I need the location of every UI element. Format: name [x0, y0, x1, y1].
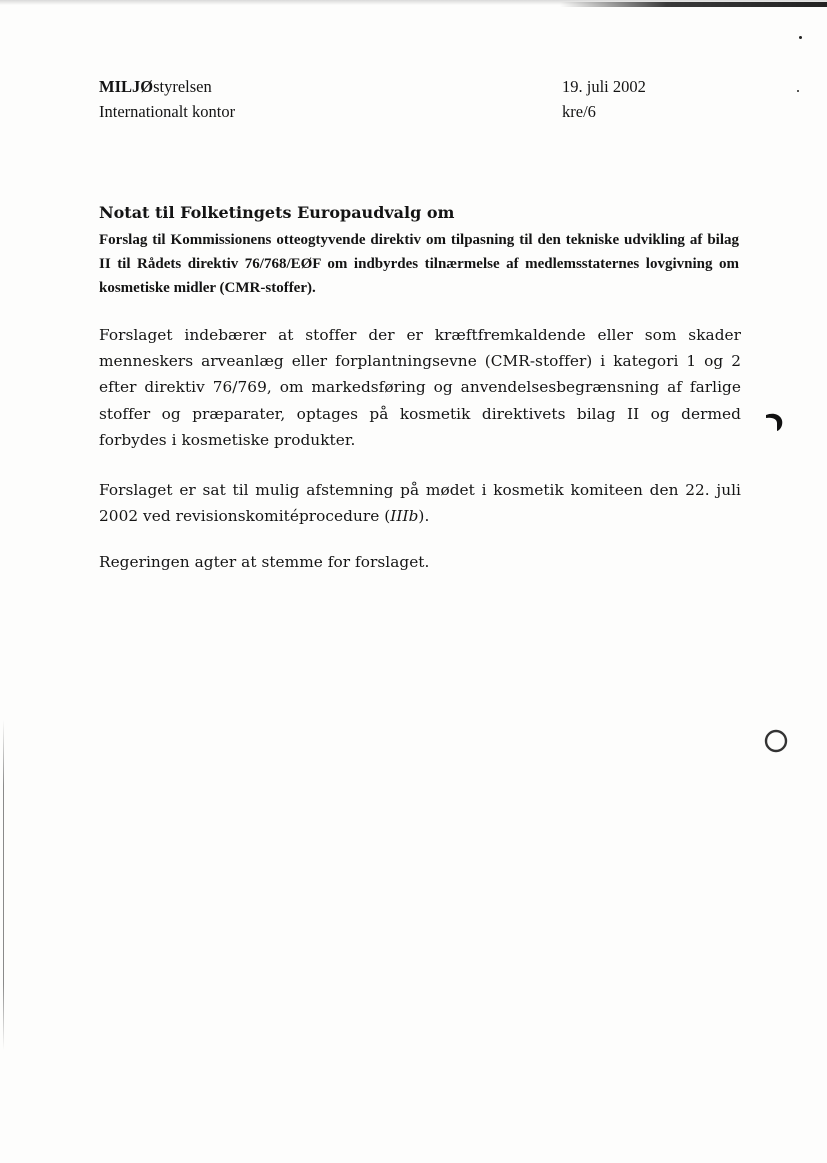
document-date: 19. juli 2002: [562, 77, 646, 96]
agency-name-rest: styrelsen: [153, 77, 212, 96]
vote-schedule-text: Forslaget er sat til mulig afstemning på mødet i kosmetik komiteen den 22. juli 2002 ved revisionskomitéprocedure (: [99, 481, 741, 526]
punch-hole-partial-icon: [762, 409, 788, 435]
punch-hole-icon: [762, 727, 790, 755]
reference-code: kre/6: [562, 102, 596, 121]
department: Internationalt kontor: [99, 102, 236, 121]
procedure-code: IIIb: [390, 507, 419, 526]
paragraph-government-position: Regeringen agter at stemme for forslaget.: [99, 553, 430, 571]
scan-speck: [797, 90, 799, 92]
date-reference-block: [562, 74, 646, 124]
proposal-title: Forslag til Kommissionens otteogtyvende direktiv om tilpasning til den tekniske udvikling af bilag II til Rådets direktiv 76/768/EØF om indbyrdes tilnærmelse af medlemsstaternes lovgivning om kosmetiske midler (CMR-stoffer).: [99, 232, 739, 296]
scan-speck: [799, 36, 802, 39]
agency-name-strong: MILJØ: [99, 77, 154, 96]
vote-schedule-end: ).: [418, 507, 430, 526]
agency-name: [99, 74, 235, 99]
paragraph-proposal-content: Forslaget indebærer at stoffer der er kræftfremkaldende eller som skader menneskers arveanlæg eller forplantningsevne (CMR-stoffer) i kategori 1 og 2 efter direktiv 76/769, om markedsføring og anvendelsesbegrænsning af farlige stoffer og præparater, optages på kosmetik direktivets bilag II og dermed forbydes i kosmetiske produkter.: [99, 326, 741, 449]
note-title: Notat til Folketingets Europaudvalg om: [99, 203, 455, 222]
scan-margin-line: [3, 720, 4, 1050]
paragraph-vote-schedule: [99, 477, 741, 529]
scan-bar-top-right: [560, 2, 827, 7]
sender-block: [99, 74, 235, 124]
